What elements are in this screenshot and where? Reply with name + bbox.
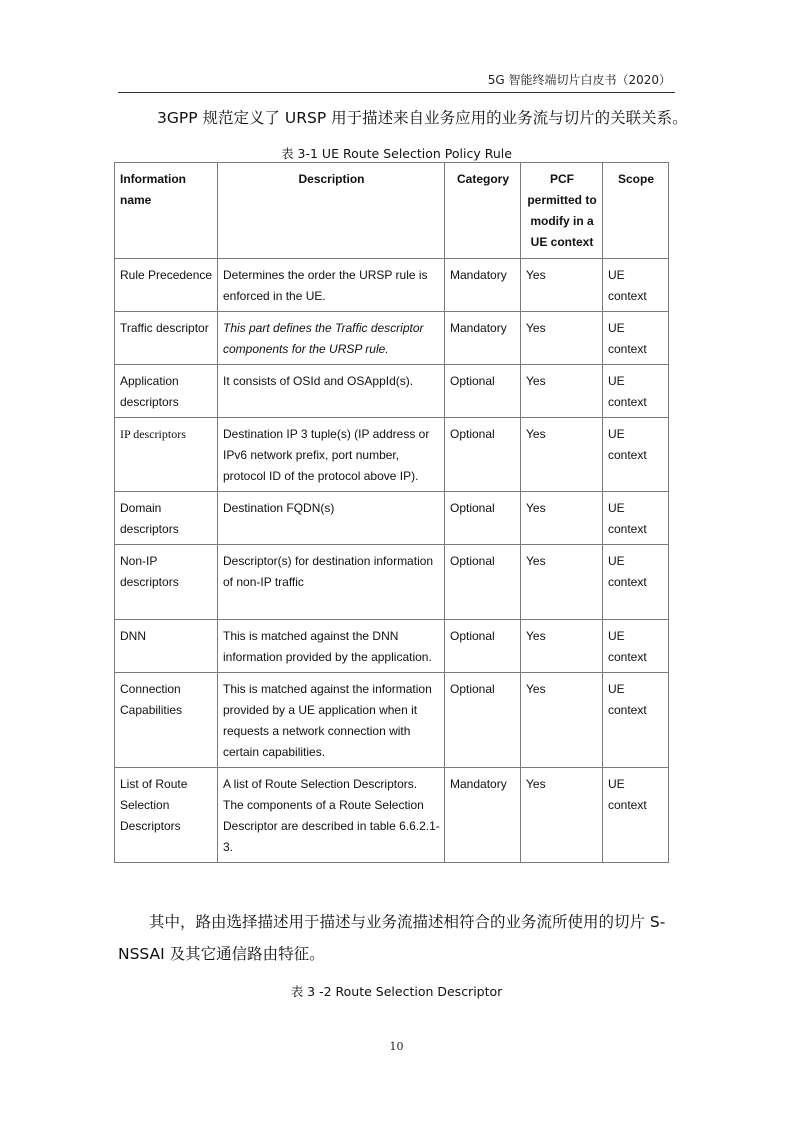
cell-description: A list of Route Selection Descriptors. The components of a Route Selection Descriptor are described in table 6.6.2.1-3.: [218, 768, 445, 863]
table-row: [115, 545, 669, 620]
table-row: [115, 492, 669, 545]
cell-pcf: Yes: [521, 768, 603, 863]
cell-pcf: Yes: [521, 259, 603, 312]
cell-description: Destination IP 3 tuple(s) (IP address or IPv6 network prefix, port number, protocol ID of the protocol above IP).: [218, 418, 445, 492]
cell-category: Mandatory: [445, 312, 521, 365]
table-row: [115, 259, 669, 312]
table-row: [115, 620, 669, 673]
cell-category: Optional: [445, 673, 521, 768]
cell-scope: UE context: [603, 312, 669, 365]
table-row: [115, 768, 669, 863]
cell-category: Optional: [445, 365, 521, 418]
cell-description: This is matched against the DNN information provided by the application.: [218, 620, 445, 673]
header-information-name: Information name: [115, 163, 218, 259]
cell-scope: UE context: [603, 365, 669, 418]
cell-info-name: Non-IP descriptors: [115, 545, 218, 620]
header-divider: [118, 92, 675, 93]
cell-info-name: Application descriptors: [115, 365, 218, 418]
cell-scope: UE context: [603, 492, 669, 545]
cell-info-name: Connection Capabilities: [115, 673, 218, 768]
table-row: [115, 673, 669, 768]
cell-scope: UE context: [603, 673, 669, 768]
table-header-row: [115, 163, 669, 259]
cell-category: Optional: [445, 418, 521, 492]
cell-category: Mandatory: [445, 259, 521, 312]
cell-pcf: Yes: [521, 545, 603, 620]
intro-paragraph: 3GPP 规范定义了 URSP 用于描述来自业务应用的业务流与切片的关联关系。: [157, 109, 688, 127]
body-text: 其中，路由选择描述用于描述与业务流描述相符合的业务流所使用的切片 S-NSSAI 及其它通信路由特征。: [118, 913, 666, 963]
cell-category: Optional: [445, 492, 521, 545]
cell-description: Determines the order the URSP rule is enforced in the UE.: [218, 259, 445, 312]
cell-category: Optional: [445, 545, 521, 620]
header-title: 5G 智能终端切片白皮书（2020）: [487, 73, 671, 87]
cell-pcf: Yes: [521, 418, 603, 492]
cell-scope: UE context: [603, 418, 669, 492]
cell-scope: UE context: [603, 620, 669, 673]
cell-description: It consists of OSId and OSAppId(s).: [218, 365, 445, 418]
cell-info-name: IP descriptors: [115, 418, 218, 492]
page-number: 10: [389, 1040, 404, 1053]
header-pcf-permitted: PCF permitted to modify in a UE context: [521, 163, 603, 259]
cell-pcf: Yes: [521, 312, 603, 365]
cell-scope: UE context: [603, 768, 669, 863]
cell-description: This is matched against the information provided by a UE application when it requests a network connection with certain capabilities.: [218, 673, 445, 768]
cell-category: Optional: [445, 620, 521, 673]
table-row: [115, 365, 669, 418]
table-row: [115, 418, 669, 492]
cell-scope: UE context: [603, 259, 669, 312]
header-scope: Scope: [603, 163, 669, 259]
cell-category: Mandatory: [445, 768, 521, 863]
table2-caption: 表 3 -2 Route Selection Descriptor: [290, 984, 503, 999]
cell-pcf: Yes: [521, 620, 603, 673]
cell-pcf: Yes: [521, 673, 603, 768]
cell-scope: UE context: [603, 545, 669, 620]
body-paragraph: [118, 906, 678, 970]
cell-description: Descriptor(s) for destination information of non-IP traffic: [218, 545, 445, 620]
cell-info-name: DNN: [115, 620, 218, 673]
cell-description: Destination FQDN(s): [218, 492, 445, 545]
table1-caption: 表 3-1 UE Route Selection Policy Rule: [281, 146, 512, 161]
header-category: Category: [445, 163, 521, 259]
cell-info-name: Traffic descriptor: [115, 312, 218, 365]
cell-description: This part defines the Traffic descriptor components for the URSP rule.: [218, 312, 445, 365]
cell-pcf: Yes: [521, 492, 603, 545]
cell-pcf: Yes: [521, 365, 603, 418]
table-row: [115, 312, 669, 365]
cell-info-name: Domain descriptors: [115, 492, 218, 545]
header-description: Description: [218, 163, 445, 259]
ursp-rule-table: [114, 162, 669, 863]
cell-info-name: Rule Precedence: [115, 259, 218, 312]
cell-info-name: List of Route Selection Descriptors: [115, 768, 218, 863]
